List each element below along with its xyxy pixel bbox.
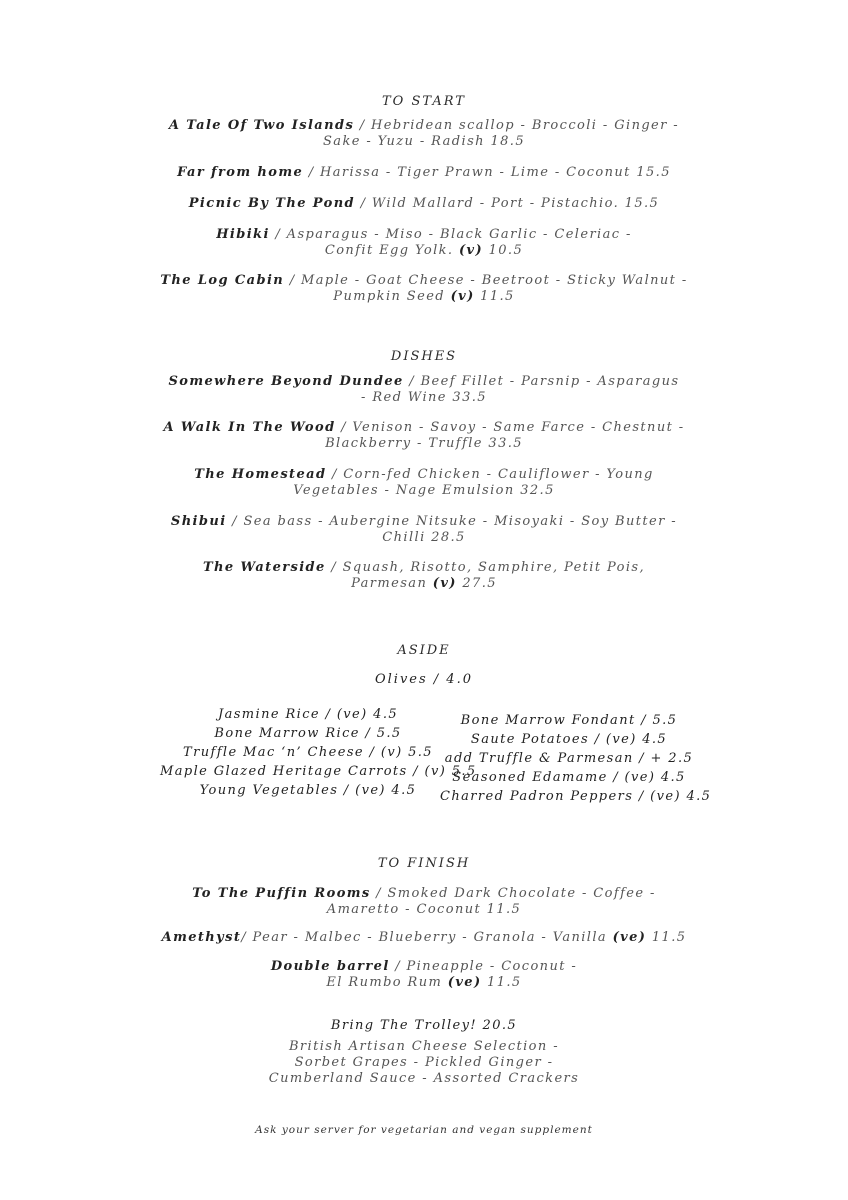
aside-item: Jasmine Rice / (ve) 4.5 [217, 707, 399, 722]
item-name: The Waterside [202, 560, 326, 575]
aside-item: Saute Potatoes / (ve) 4.5 [470, 732, 668, 747]
diet-tag: (ve) [612, 930, 647, 945]
menu-item [150, 273, 698, 305]
item-desc: / Venison - Savoy - Same Farce - Chestnut - [335, 420, 685, 435]
item-desc: / Wild Mallard - Port - Pistachio. 15.5 [355, 196, 660, 211]
item-name: The Homestead [194, 467, 327, 482]
item-name: To The Puffin Rooms [192, 886, 371, 901]
item-desc: / Squash, Risotto, Samphire, Petit Pois, [325, 560, 646, 575]
menu-item [150, 467, 698, 499]
section-heading-aside: ASIDE [397, 643, 451, 658]
item-desc-2: Pumpkin Seed [333, 289, 451, 304]
aside-item: Charred Padron Peppers / (ve) 4.5 [440, 789, 712, 804]
menu-item [150, 420, 698, 452]
item-desc-2: Parmesan [351, 576, 433, 591]
diet-tag: (v) [450, 289, 475, 304]
item-desc-2: El Rumbo Rum [326, 975, 448, 990]
aside-item: Young Vegetables / (ve) 4.5 [199, 783, 417, 798]
item-desc: / Beef Fillet - Parsnip - Asparagus [403, 374, 680, 389]
item-price: 11.5 [481, 975, 522, 990]
menu-item [150, 227, 698, 259]
diet-tag: (v) [458, 243, 484, 258]
item-name: Double barrel [270, 959, 390, 974]
aside-item: Bone Marrow Fondant / 5.5 [460, 713, 678, 728]
item-desc: / Maple - Goat Cheese - Beetroot - Sticky Walnut - [284, 273, 688, 288]
trolley-line: British Artisan Cheese Selection - [288, 1039, 560, 1054]
trolley-description [0, 1039, 848, 1087]
aside-item: Maple Glazed Heritage Carrots / (v) 5.5 [160, 764, 477, 779]
footer-note: Ask your server for vegetarian and vegan supplement [255, 1124, 593, 1136]
section-heading-dishes: DISHES [390, 349, 458, 364]
item-name: A Walk In The Wood [163, 420, 336, 435]
item-desc: / Pear - Malbec - Blueberry - Granola - Vanilla [241, 930, 613, 945]
item-desc-2: Confit Egg Yolk. [324, 243, 459, 258]
item-name: The Log Cabin [160, 273, 285, 288]
trolley-line: Sorbet Grapes - Pickled Ginger - [294, 1055, 554, 1070]
item-desc-2: Sake - Yuzu - Radish 18.5 [322, 134, 526, 149]
item-price: 27.5 [456, 576, 497, 591]
item-desc: / Hebridean scallop - Broccoli - Ginger - [354, 118, 680, 133]
menu-item [150, 930, 698, 946]
item-desc: / Sea bass - Aubergine Nitsuke - Misoyaki - Soy Butter - [226, 514, 678, 529]
menu-item [150, 514, 698, 546]
trolley-title: Bring The Trolley! 20.5 [330, 1018, 518, 1033]
aside-left-column [160, 705, 477, 800]
aside-item: Truffle Mac ‘n’ Cheese / (v) 5.5 [183, 745, 433, 760]
menu-item [150, 118, 698, 150]
item-price: 11.5 [646, 930, 687, 945]
item-desc: / Corn-fed Chicken - Cauliflower - Young [326, 467, 654, 482]
item-price: 11.5 [474, 289, 515, 304]
item-desc-2: Chilli 28.5 [382, 530, 466, 545]
section-heading-start: TO START [382, 94, 466, 109]
item-name: Picnic By The Pond [188, 196, 356, 211]
item-name: Hibiki [216, 227, 270, 242]
item-price: 10.5 [483, 243, 524, 258]
item-name: Far from home [177, 165, 304, 180]
item-desc: / Harissa - Tiger Prawn - Lime - Coconut 15.5 [303, 165, 671, 180]
aside-right-column [440, 711, 712, 806]
diet-tag: (ve) [447, 975, 482, 990]
section-heading-finish: TO FINISH [377, 856, 471, 871]
menu-item [150, 959, 698, 991]
item-desc-2: - Red Wine 33.5 [361, 390, 487, 405]
aside-item: add Truffle & Parmesan / + 2.5 [444, 751, 694, 766]
item-desc-2: Vegetables - Nage Emulsion 32.5 [293, 483, 555, 498]
olives-item: Olives / 4.0 [374, 672, 473, 687]
aside-item: Seasoned Edamame / (ve) 4.5 [452, 770, 686, 785]
item-desc-2: Amaretto - Coconut 11.5 [326, 902, 522, 917]
menu-item [150, 165, 698, 181]
trolley-line: Cumberland Sauce - Assorted Crackers [268, 1071, 580, 1086]
menu-item [150, 560, 698, 592]
menu-item [150, 196, 698, 212]
aside-item: Bone Marrow Rice / 5.5 [214, 726, 402, 741]
item-desc: / Asparagus - Miso - Black Garlic - Celeriac - [269, 227, 632, 242]
item-desc-2: Blackberry - Truffle 33.5 [325, 436, 523, 451]
item-desc: / Pineapple - Coconut - [389, 959, 578, 974]
menu-item [150, 374, 698, 406]
diet-tag: (v) [432, 576, 457, 591]
item-name: Somewhere Beyond Dundee [168, 374, 404, 389]
item-name: A Tale Of Two Islands [168, 118, 355, 133]
item-name: Amethyst [161, 930, 242, 945]
item-name: Shibui [170, 514, 227, 529]
menu-item [150, 886, 698, 918]
item-desc: / Smoked Dark Chocolate - Coffee - [370, 886, 656, 901]
